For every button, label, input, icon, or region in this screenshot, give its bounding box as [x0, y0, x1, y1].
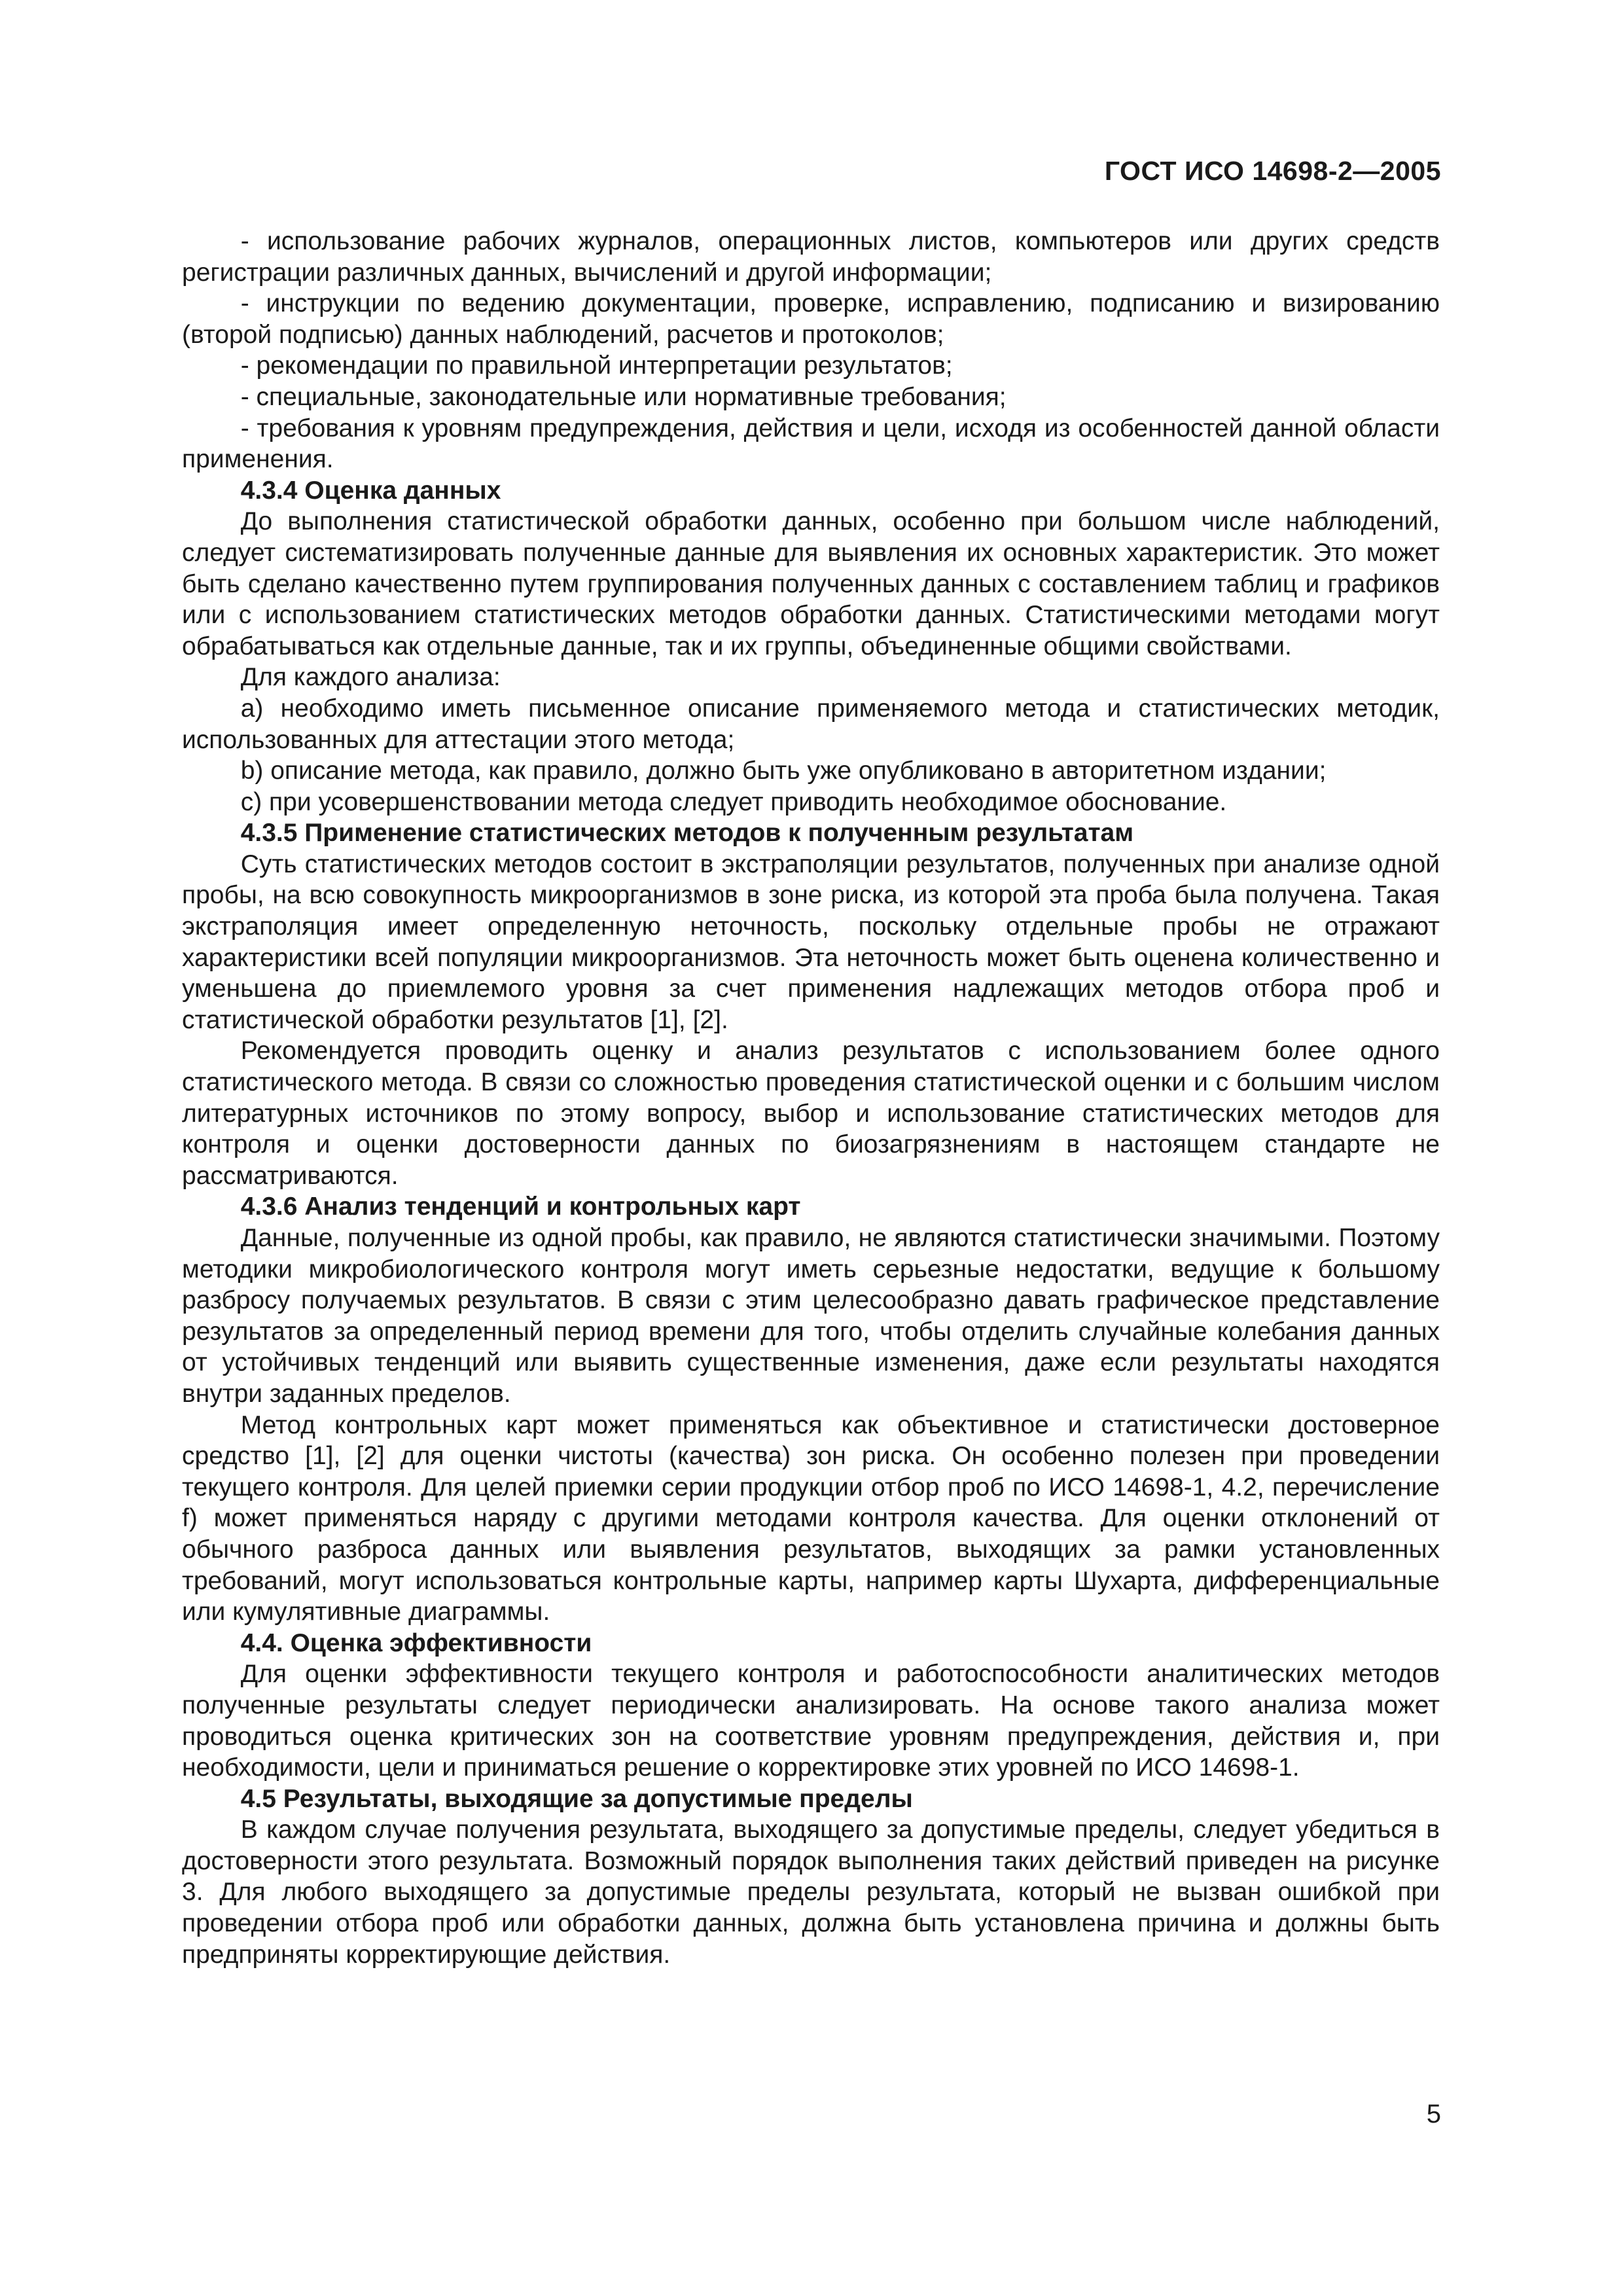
- page-number: 5: [1426, 2100, 1441, 2128]
- body-paragraph: Метод контрольных карт может применяться как объективное и статистически достоверное средство [1], [2] для оценки чистоты (качества) зон риска. Он особенно полезен при проведении текущего контроля. Для целей приемки серии продукции отбор проб по ИСО 14698-1, 4.2, перечисление f) может применяться наряду с другими методами контроля качества. Для оценки отклонений от обычного разброса данных или выявления результатов, выходящих за рамки установленных требований, могут использоваться контрольные карты, например карты Шухарта, дифференциальные или кумулятивные диаграммы.: [182, 1410, 1440, 1626]
- list-item: c) при усовершенствовании метода следует приводить необходимое обоснование.: [240, 787, 1227, 816]
- list-item: a) необходимо иметь письменное описание применяемого метода и статистических методик, использованных для аттестации этого метода;: [182, 694, 1440, 754]
- section-heading: 4.3.4 Оценка данных: [240, 476, 501, 505]
- list-item: b) описание метода, как правило, должно быть уже опубликовано в авторитетном издании;: [240, 757, 1327, 785]
- body-paragraph: Данные, полученные из одной пробы, как правило, не являются статистически значимыми. Поэтому методики микробиологического контроля могут иметь серьезные недостатки, ведущие к большому разбросу получаемых результатов. В связи с этим целесообразно давать графическое представление результатов за определенный период времени для того, чтобы отделить случайные колебания данных от устойчивых тенденций или выявить существенные изменения, даже если результаты находятся внутри заданных пределов.: [182, 1224, 1440, 1408]
- body-paragraph: Рекомендуется проводить оценку и анализ результатов с использованием более одного статистического метода. В связи со сложностью проведения статистической оценки и с большим числом литературных источников по этому вопросу, выбор и использование статистических методов для контроля и оценки достоверности данных по биозагрязнениям в настоящем стандарте не рассматриваются.: [182, 1037, 1440, 1190]
- section-heading: 4.3.5 Применение статистических методов к полученным результатам: [240, 819, 1134, 848]
- list-item: - требования к уровням предупреждения, действия и цели, исходя из особенностей данной области применения.: [182, 414, 1440, 474]
- section-heading: 4.4. Оценка эффективности: [240, 1628, 592, 1657]
- list-item: - специальные, законодательные или нормативные требования;: [240, 382, 1007, 411]
- list-item: - рекомендации по правильной интерпретации результатов;: [240, 351, 953, 380]
- body-paragraph: В каждом случае получения результата, выходящего за допустимые пределы, следует убедиться в достоверности этого результата. Возможный порядок выполнения таких действий приведен на рисунке 3. Для любого выходящего за допустимые пределы результата, который не вызван ошибкой при проведении отбора проб или обработки данных, должна быть установлена причина и должны быть предприняты корректирующие действия.: [182, 1816, 1440, 1969]
- body-paragraph: Суть статистических методов состоит в экстраполяции результатов, полученных при анализе одной пробы, на всю совокупность микроорганизмов в зоне риска, из которой эта проба была получена. Такая экстраполяция имеет определенную неточность, поскольку отдельные пробы не отражают характеристики всей популяции микроорганизмов. Эта неточность может быть оценена количественно и уменьшена до приемлемого уровня за счет применения надлежащих методов отбора проб и статистической обработки результатов [1], [2].: [182, 850, 1440, 1034]
- body-paragraph: Для каждого анализа:: [240, 663, 501, 692]
- document-body: [182, 226, 1440, 1970]
- body-paragraph: Для оценки эффективности текущего контроля и работоспособности аналитических методов полученные результаты следует периодически анализировать. На основе такого анализа может проводиться оценка критических зон на соответствие уровням предупреждения, действия и, при необходимости, цели и приниматься решение о корректировке этих уровней по ИСО 14698-1.: [182, 1660, 1440, 1782]
- list-item: - использование рабочих журналов, операционных листов, компьютеров или других средств регистрации различных данных, вычислений и другой информации;: [182, 227, 1440, 287]
- document-header: ГОСТ ИСО 14698-2—2005: [1104, 156, 1441, 186]
- list-item: - инструкции по ведению документации, проверке, исправлению, подписанию и визированию (второй подписью) данных наблюдений, расчетов и протоколов;: [182, 289, 1440, 349]
- body-paragraph: До выполнения статистической обработки данных, особенно при большом числе наблюдений, следует систематизировать полученные данные для выявления их основных характеристик. Это может быть сделано качественно путем группирования полученных данных с составлением таблиц и графиков или с использованием статистических методов обработки данных. Статистическими методами могут обрабатываться как отдельные данные, так и их группы, объединенные общими свойствами.: [182, 507, 1440, 660]
- section-heading: 4.3.6 Анализ тенденций и контрольных карт: [240, 1193, 801, 1221]
- section-heading: 4.5 Результаты, выходящие за допустимые пределы: [240, 1784, 913, 1813]
